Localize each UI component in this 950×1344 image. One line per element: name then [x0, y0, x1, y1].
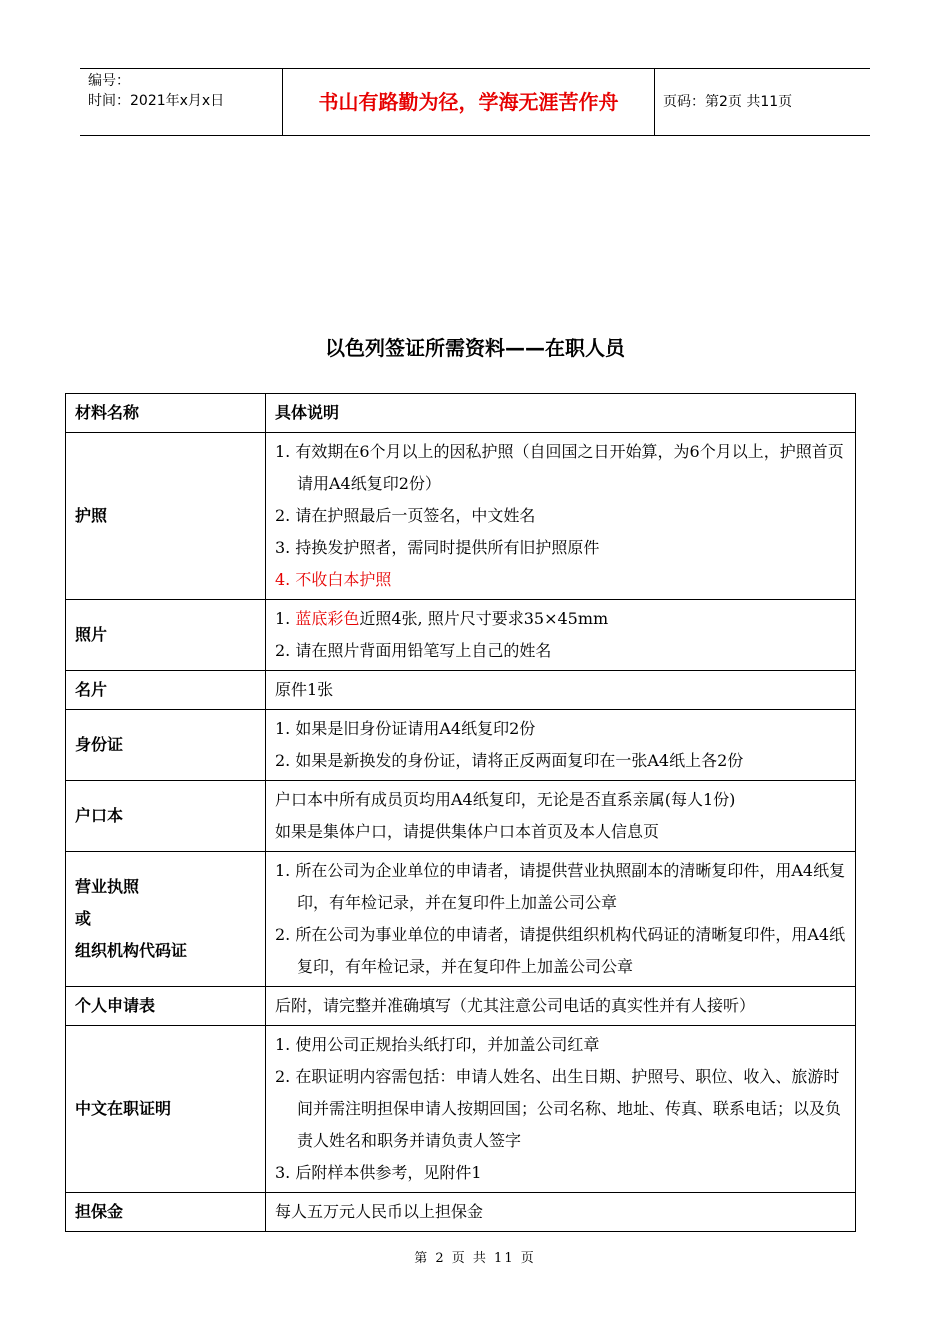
- detail-line: 2. 在职证明内容需包括：申请人姓名、出生日期、护照号、职位、收入、旅游时间并需注明担保申请人按期回国；公司名称、地址、传真、联系电话；以及负责人姓名和职务并请负责人签字: [275, 1067, 842, 1150]
- requirements-table: [65, 393, 856, 1232]
- detail-line: 1. 所在公司为企业单位的申请者，请提供营业执照副本的清晰复印件，用A4纸复印，有年检记录，并在复印件上加盖公司公章: [275, 861, 846, 912]
- detail-line: 户口本中所有成员页均用A4纸复印，无论是否直系亲属(每人1份): [275, 790, 736, 809]
- detail-line-highlight: 4. 不收白本护照: [275, 570, 392, 589]
- page-footer: 第 2 页 共 11 页: [414, 1251, 536, 1266]
- detail-line: 2. 请在照片背面用铅笔写上自己的姓名: [275, 641, 552, 660]
- table-row: [66, 852, 856, 987]
- row-detail-photo: [266, 600, 856, 671]
- row-name-line: 营业执照: [75, 877, 140, 896]
- detail-highlight: 蓝底彩色: [295, 609, 360, 628]
- detail-text: 1.: [275, 609, 296, 628]
- row-detail-employment: [266, 1026, 856, 1193]
- row-detail-deposit: [266, 1193, 856, 1232]
- detail-line: 原件1张: [275, 680, 334, 699]
- table-row: [66, 1193, 856, 1232]
- detail-line: 1. 使用公司正规抬头纸打印，并加盖公司红章: [275, 1035, 600, 1054]
- row-name-line: 组织机构代码证: [75, 941, 188, 960]
- column-header-material: 材料名称: [66, 394, 266, 433]
- row-name-line: 或: [75, 909, 92, 928]
- header-motto: 书山有路勤为径，学海无涯苦作舟: [318, 90, 619, 114]
- row-name-photo: 照片: [66, 600, 266, 671]
- table-row: [66, 671, 856, 710]
- row-name-idcard: 身份证: [66, 710, 266, 781]
- table-row: [66, 987, 856, 1026]
- row-detail-hukou: [266, 781, 856, 852]
- header-meta: [88, 71, 286, 111]
- detail-line: 1. 有效期在6个月以上的因私护照（自回国之日开始算，为6个月以上，护照首页请用A4纸复印2份）: [275, 442, 844, 493]
- table-row: [66, 433, 856, 600]
- detail-line: 2. 请在护照最后一页签名，中文姓名: [275, 506, 536, 525]
- table-row: [66, 1026, 856, 1193]
- detail-line: 3. 后附样本供参考，见附件1: [275, 1163, 482, 1182]
- detail-line: 每人五万元人民币以上担保金: [275, 1202, 484, 1221]
- detail-line: 后附，请完整并准确填写（尤其注意公司电话的真实性并有人接听）: [275, 996, 756, 1015]
- row-name-card: 名片: [66, 671, 266, 710]
- row-name-hukou: 户口本: [66, 781, 266, 852]
- table-row: [66, 710, 856, 781]
- row-name-license: [66, 852, 266, 987]
- row-name-deposit: 担保金: [66, 1193, 266, 1232]
- detail-line: [275, 603, 846, 635]
- row-detail-idcard: [266, 710, 856, 781]
- row-name-passport: 护照: [66, 433, 266, 600]
- row-detail-form: [266, 987, 856, 1026]
- row-name-employment: 中文在职证明: [66, 1026, 266, 1193]
- column-header-detail: 具体说明: [266, 394, 856, 433]
- header-time: 时间：2021年x月x日: [88, 93, 225, 109]
- row-name-form: 个人申请表: [66, 987, 266, 1026]
- header-code: 编号：: [88, 73, 130, 89]
- table-row: [66, 781, 856, 852]
- detail-line: 2. 所在公司为事业单位的申请者，请提供组织机构代码证的清晰复印件，用A4纸复印，有年检记录，并在复印件上加盖公司公章: [275, 925, 846, 976]
- detail-text: 近照4张, 照片尺寸要求35×45mm: [359, 609, 609, 628]
- table-row: [66, 600, 856, 671]
- document-title: 以色列签证所需资料——在职人员: [325, 336, 625, 360]
- row-detail-card: [266, 671, 856, 710]
- row-detail-license: [266, 852, 856, 987]
- header-divider: [654, 69, 655, 135]
- detail-line: 2. 如果是新换发的身份证，请将正反两面复印在一张A4纸上各2份: [275, 751, 744, 770]
- header-page-info: 页码：第2页 共11页: [663, 94, 793, 110]
- table-header-row: [66, 394, 856, 433]
- detail-line: 1. 如果是旧身份证请用A4纸复印2份: [275, 719, 536, 738]
- row-detail-passport: [266, 433, 856, 600]
- page-header: [80, 68, 870, 136]
- detail-line: 如果是集体户口，请提供集体户口本首页及本人信息页: [275, 822, 660, 841]
- detail-line: 3. 持换发护照者，需同时提供所有旧护照原件: [275, 538, 600, 557]
